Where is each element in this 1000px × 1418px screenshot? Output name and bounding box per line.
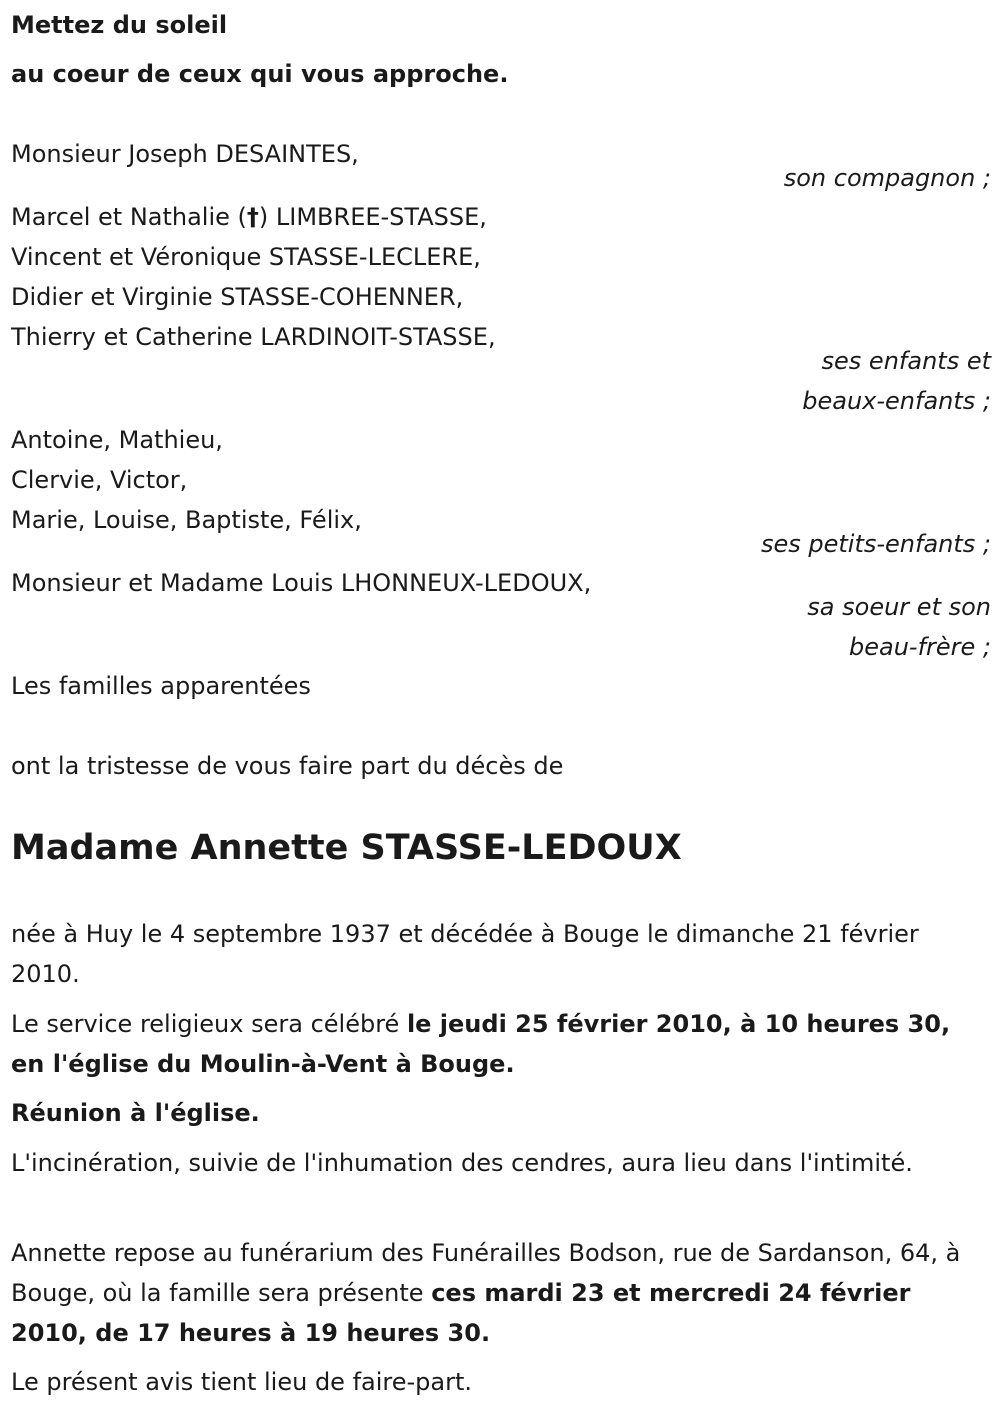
motto-line-1: Mettez du soleil [11,11,228,39]
cremation-paragraph: L'incinération, suivie de l'inhumation des cendres, aura lieu dans l'intimité. [11,1149,913,1177]
children-line-3: Didier et Virginie STASSE-COHENNER, [11,283,464,311]
children-line-4: Thierry et Catherine LARDINOIT-STASSE, [11,323,496,351]
visitation-dates: ces mardi 23 et mercredi 24 février 2010, de 17 heures à 19 heures 30. [11,1279,911,1347]
grandchildren-role: ses petits-enfants ; [760,530,991,558]
visitation-paragraph [11,1233,986,1353]
children-line-1 [11,202,487,232]
deceased-name: Madame Annette STASSE-LEDOUX [11,828,682,868]
visitation-intro: Annette repose au funérarium des Funérailles Bodson, rue de Sardanson, 64, à Bouge, où la famille sera présente [11,1239,961,1307]
service-date-location: le jeudi 25 février 2010, à 10 heures 30, en l'église du Moulin-à-Vent à Bouge. [11,1010,951,1078]
announcement: ont la tristesse de vous faire part du décès de [11,752,564,780]
relatives: Les familles apparentées [11,672,311,700]
grandchildren-line-3: Marie, Louise, Baptiste, Félix, [11,506,362,534]
reunion-paragraph: Réunion à l'église. [11,1099,260,1127]
sister-role-line-2: beau-frère ; [848,633,991,661]
closing-paragraph: Le présent avis tient lieu de faire-part. [11,1368,473,1396]
dagger-icon: † [246,203,259,231]
companion-name: Monsieur Joseph DESAINTES, [11,140,359,168]
grandchildren-line-2: Clervie, Victor, [11,466,188,494]
grandchildren-line-1: Antoine, Mathieu, [11,426,223,454]
sister-name: Monsieur et Madame Louis LHONNEUX-LEDOUX, [11,569,592,597]
children-role-line-1: ses enfants et [821,347,991,375]
companion-role: son compagnon ; [783,164,991,192]
children-role-line-2: beaux-enfants ; [802,387,991,415]
sister-role-line-1: sa soeur et son [807,593,991,621]
service-intro: Le service religieux sera célébré [11,1010,407,1038]
motto-line-2: au coeur de ceux qui vous approche. [11,60,509,88]
service-paragraph [11,1004,986,1084]
children-line-1-b: ) LIMBREE-STASSE, [258,203,487,231]
children-line-2: Vincent et Véronique STASSE-LECLERE, [11,243,481,271]
birth-death-paragraph: née à Huy le 4 septembre 1937 et décédée à Bouge le dimanche 21 février 2010. [11,920,919,988]
children-line-1-a: Marcel et Nathalie ( [11,203,247,231]
